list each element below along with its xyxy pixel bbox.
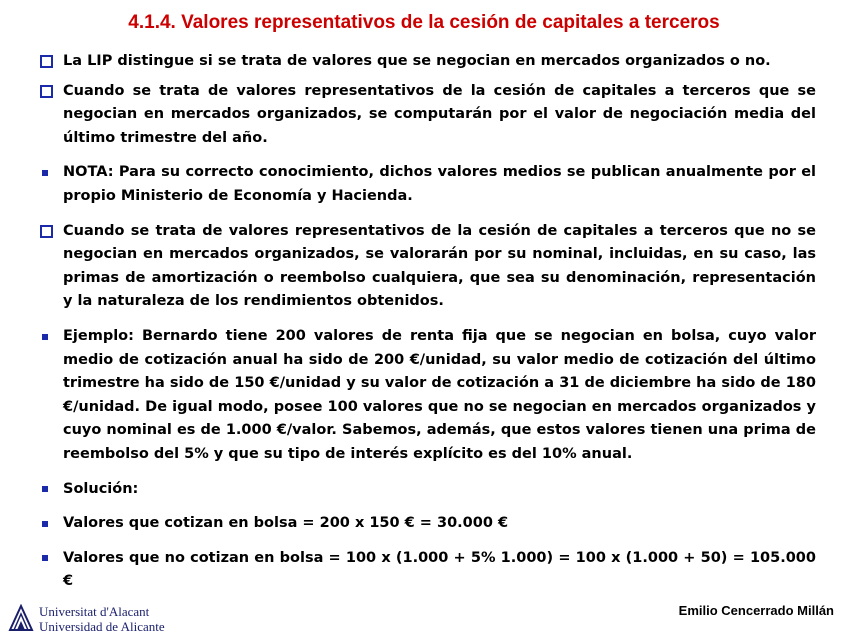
university-name-valencian: Universitat d'Alacant [39,604,150,619]
square-bullet-icon [40,161,56,185]
checkbox-bullet-icon [40,220,56,244]
bullet-text: Cuando se trata de valores representativos de la cesión de capitales a terceros que no se negocian en mercados organizados, se valorarán por su nominal, incluidas, en su caso, las primas de amortización o reembolso cualquiera, que sea su denominación, representación y la naturaleza de los rendimientos obtenidos. [63,222,816,310]
slide-content [40,50,816,594]
bullet-text: NOTA: Para su correcto conocimiento, dichos valores medios se publican anualmente por el propio Ministerio de Economía y Hacienda. [63,164,816,204]
bullet-item [40,80,816,151]
bullet-text: Cuando se trata de valores representativos de la cesión de capitales a terceros que se negocian en mercados organizados, se computarán por el valor de negociación media del último trimestre del año. [63,82,816,146]
bullet-item [40,161,816,208]
bullet-item [40,547,816,594]
checkbox-bullet-icon [40,80,56,104]
bullet-item [40,478,816,502]
university-logo-icon [8,604,34,632]
bullet-item [40,325,816,467]
bullet-text: La LIP distingue si se trata de valores que se negocian en mercados organizados o no. [63,53,771,69]
author-name: Emilio Cencerrado Millán [678,603,834,618]
bullet-text: Solución: [63,480,139,497]
square-bullet-icon [40,478,56,502]
bullet-item [40,512,816,536]
bullet-text: Valores que cotizan en bolsa = 200 x 150 € = 30.000 € [63,515,509,532]
square-bullet-icon [40,325,56,349]
university-name-spanish: Universidad de Alicante [39,619,165,634]
slide-title: 4.1.4. Valores representativos de la cesión de capitales a terceros [128,12,720,33]
bullet-text: Ejemplo: Bernardo tiene 200 valores de renta fija que se negocian en bolsa, cuyo valor medio de cotización anual ha sido de 200 €/unidad, su valor medio de cotización del último trimestre ha sido de 150 €/unidad y su valor de cotización a 31 de diciembre ha sido de 180 €/unidad. De igual modo, posee 100 valores que no se negocian en mercados organizados y cuyo nominal es de 1.000 €/valor. Sabemos, además, que estos valores tienen una prima de reembolso del 5% y que su tipo de interés explícito es del 10% anual. [63,327,816,462]
bullet-text: Valores que no cotizan en bolsa = 100 x (1.000 + 5% 1.000) = 100 x (1.000 + 50) = 105.000 € [63,549,816,590]
bullet-item [40,220,816,314]
bullet-item [40,50,816,74]
square-bullet-icon [40,547,56,571]
checkbox-bullet-icon [40,50,56,74]
square-bullet-icon [40,512,56,536]
university-logo [8,604,165,634]
